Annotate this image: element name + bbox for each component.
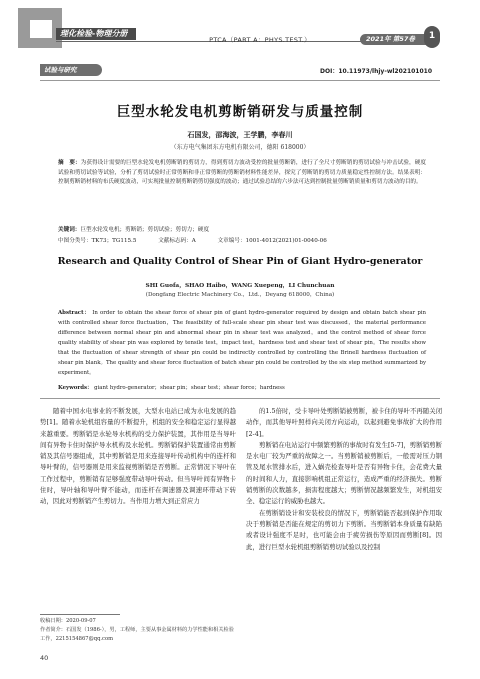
abstract-bottom-rule bbox=[40, 398, 440, 399]
abstract-en-text: In order to obtain the shear force of shear pin of giant hydro-generator required by design and obtain batch shear pin with controlled shear force fluctuation，The feasibility of full-scale shear pin shear test was discussed，the material performance difference between normal shear pin and abnormal shear pin in shear test was analyzed，and the control method of shear force quality stability of shear pin was explored by tensile test，impact test，hardness test and shear test of shear pin。The results show that the fluctuation of shear strength of shear pin could be indirectly controlled by controlling the Brinell hardness fluctuation of shear pin blank。The quality and shear force fluctuation of batch shear pin could be controlled by the six step method summarized by experiment。 bbox=[58, 310, 426, 376]
title-en: Research and Quality Control of Shear Pin of Giant Hydro-generator bbox=[57, 256, 423, 267]
keywords-en-text: giant hydro-generator；shear pin；shear test；shear force；hardness bbox=[94, 385, 285, 391]
abstract-en-label: Abstract： bbox=[58, 310, 90, 316]
footnote-rule bbox=[40, 614, 120, 615]
body-paragraph: 剪断销在电站运行中频繁剪断的事故时有发生[5-7]，剪断销剪断是水电厂较为严重的故障之一。当剪断销被剪断后，一般需对压力钢管及尾水管排水后，进入蜗壳检查导叶是否有异物卡住，会花费大量的时间和人力，直接影响机组正常运行，造成严重的经济损失。剪断销剪断的次数越多，损害程度越大；剪断情况越频繁发生，对机组安全、稳定运行的威胁也越大。 bbox=[246, 440, 442, 506]
authors-cn: 石国发，邵海波，王学鹏，李春川 bbox=[187, 130, 293, 139]
journal-name-cn: 理化检验-物理分册 bbox=[60, 29, 128, 38]
page-number: 40 bbox=[40, 654, 49, 662]
classification-row bbox=[58, 237, 426, 246]
footnote-received: 收稿日期：2020-09-07 bbox=[40, 618, 96, 624]
year-volume: 2021年 第57卷 bbox=[366, 35, 415, 43]
section-tag: 试验与研究 bbox=[44, 66, 77, 74]
journal-name-en: PTCA（PART A：PHYS.TEST.） bbox=[209, 36, 311, 44]
doi: DOI：10.11973/lhjy-wl202101010 bbox=[320, 68, 432, 75]
footnote-author: 作者简介：石国发（1986-），男，工程师，主要从事金属材料的力学性能和相关检验工作，2215154867@qq.com bbox=[40, 627, 234, 642]
keywords-cn-text: 巨型水轮发电机；剪断销；剪切试验；剪切力；硬度 bbox=[80, 227, 210, 233]
body-paragraph: 随着中国水电事业的不断发展，大型水电站已成为水电发展的趋势[1]。随着水轮机组容量的不断提升，机组的安全和稳定运行显得越来越重要。剪断销是水轮导水机构的受力保护装置，其作用是当导叶间有异物卡住时保护导水机构及水轮机。剪断销保护装置通常由剪断销及其信号器组成，其中剪断销是用来连接导叶传动机构中的连杆和导叶臂的，信号器则是用来监视剪断销是否剪断。正常情况下导叶在工作过程中，剪断销有足够强度带动导叶转动。但当导叶间有异物卡住时，导叶轴和导叶臂不能动，而连杆在调速器及调速环带动下转动，因此对剪断销产生剪切力。当作用力增大到正常应力 bbox=[40, 407, 236, 506]
journal-header bbox=[0, 0, 480, 58]
logo-cutout bbox=[30, 20, 52, 38]
keywords-cn bbox=[58, 226, 426, 235]
clc-number: 中图分类号：TK73；TG115.5 bbox=[58, 238, 137, 244]
body-column-right bbox=[246, 406, 442, 553]
top-rule bbox=[40, 80, 440, 81]
keywords-en-label: Keywords： bbox=[58, 385, 93, 391]
body-paragraph: 的1.5倍时，受卡导叶处剪断销被剪断，被卡住的导叶不再随关闭动作，而其他导叶照样向关闭方向运动，以起到避免事故扩大的作用[2-4]。 bbox=[246, 407, 442, 438]
keywords-en bbox=[58, 384, 426, 393]
title-cn: 巨型水轮发电机剪断销研发与质量控制 bbox=[116, 104, 364, 120]
document-code: 文献标志码：A bbox=[158, 238, 196, 244]
affiliation-cn: （东方电气集团东方电机有限公司，德阳 618000） bbox=[170, 144, 310, 151]
body-column-left bbox=[40, 406, 236, 508]
abstract-cn-label: 摘 要： bbox=[58, 160, 81, 166]
body-paragraph: 在剪断销设计和安装校良的情况下，剪断销能否起到保护作用取决于剪断销是否能在规定的剪切力下剪断。当剪断销本身质量有缺陷或者设计强度不足时，也可能会由于疲劳损伤等原因而剪断[8]。因此，进行巨型水轮机组剪断销剪切试验以及控制 bbox=[246, 508, 442, 551]
abstract-en bbox=[58, 308, 426, 378]
keywords-cn-label: 关键词： bbox=[58, 227, 81, 233]
abstract-cn-text: 为获得设计需要的巨型水轮发电机剪断销的剪切力，得到剪切力波动受控的批量剪断销，进行了全尺寸剪断销的剪切试验与冲击试验，硬度试验和剪切试验等试验，分析了剪切试验时正常剪断和非正常剪断的剪断销材料性能差异，探究了剪断销的剪切力质量稳定性控制方法。结果表明：控制剪断销材料的布氏硬度波动，可实现批量控制剪断销剪切强度的波动；通过试验总结的六步法可达到控制批量剪断销质量和剪切力波动的目的。 bbox=[58, 160, 426, 186]
article-number: 文章编号：1001-4012(2021)01-0040-06 bbox=[217, 238, 327, 244]
abstract-cn bbox=[58, 159, 426, 188]
authors-en: SHI Guofa，SHAO Haibo，WANG Xuepeng，LI Chunchuan bbox=[145, 283, 335, 289]
affiliation-en: (Dongfang Electric Machinery Co.，Ltd.，Deyang 618000，China) bbox=[145, 292, 335, 298]
issue-number: 1 bbox=[428, 31, 436, 41]
